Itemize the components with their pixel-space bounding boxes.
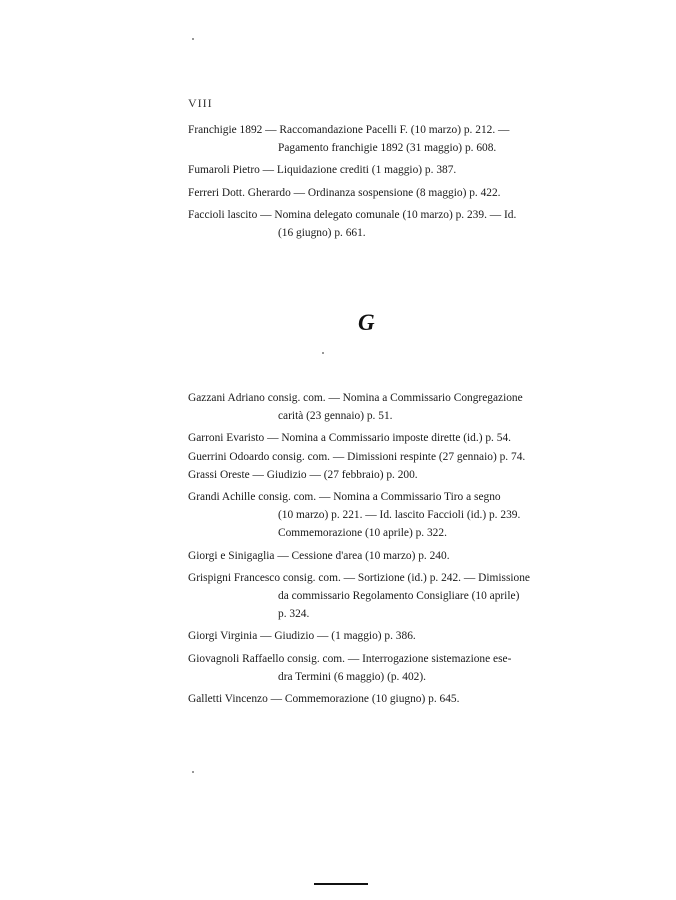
index-entry	[188, 627, 566, 645]
entry-line: (10 marzo) p. 221. — Id. lascito Faccioli (id.) p. 239.	[278, 509, 521, 522]
entry-line: Gazzani Adriano consig. com. — Nomina a Commissario Congregazione	[188, 392, 523, 404]
index-entry	[188, 690, 566, 708]
index-entry	[188, 206, 566, 242]
entry-line: Garroni Evaristo — Nomina a Commissario imposte dirette (id.) p. 54.	[188, 432, 511, 445]
index-entry	[188, 389, 566, 425]
entry-line: Guerrini Odoardo consig. com. — Dimissioni respinte (27 gennaio) p. 74.	[188, 450, 526, 463]
page-number: VIII	[188, 96, 213, 110]
entry-line: Giorgi Virginia — Giudizio — (1 maggio) p. 386.	[188, 630, 416, 643]
paper-speck	[192, 771, 194, 773]
entry-line: Grandi Achille consig. com. — Nomina a Commissario Tiro a segno	[188, 491, 501, 504]
entry-line: Ferreri Dott. Gherardo — Ordinanza sospensione (8 maggio) p. 422.	[188, 186, 501, 199]
index-entry	[188, 448, 566, 466]
entry-line: Franchigie 1892 — Raccomandazione Pacelli F. (10 marzo) p. 212. —	[188, 124, 510, 136]
index-section-f	[188, 121, 566, 242]
entry-line: Faccioli lascito — Nomina delegato comunale (10 marzo) p. 239. — Id.	[188, 208, 517, 221]
paper-speck	[192, 38, 194, 40]
entry-line: da commissario Regolamento Consigliare (10 aprile)	[278, 590, 520, 603]
entry-line: dra Termini (6 maggio) (p. 402).	[278, 670, 426, 683]
index-entry	[188, 466, 566, 484]
entry-line: Commemorazione (10 aprile) p. 322.	[278, 527, 447, 540]
entry-line: Grassi Oreste — Giudizio — (27 febbraio) p. 200.	[188, 468, 418, 481]
index-section-g	[188, 389, 566, 708]
index-entry	[188, 488, 566, 543]
bottom-rule	[314, 883, 368, 885]
entry-line: (16 giugno) p. 661.	[278, 227, 366, 240]
entry-line: Giorgi e Sinigaglia — Cessione d'area (10 marzo) p. 240.	[188, 549, 450, 562]
index-entry	[188, 650, 566, 686]
entry-line: Fumaroli Pietro — Liquidazione crediti (1 maggio) p. 387.	[188, 164, 457, 177]
entry-line: Giovagnoli Raffaello consig. com. — Interrogazione sistemazione ese-	[188, 652, 512, 665]
entry-line: Pagamento franchigie 1892 (31 maggio) p. 608.	[278, 142, 497, 155]
entry-line: p. 324.	[278, 608, 310, 621]
index-entry	[188, 429, 566, 447]
index-entry	[188, 547, 566, 565]
index-entry	[188, 569, 566, 624]
paper-speck	[322, 352, 324, 354]
entry-line: Grispigni Francesco consig. com. — Sortizione (id.) p. 242. — Dimissione	[188, 571, 530, 584]
entry-line: carità (23 gennaio) p. 51.	[278, 410, 393, 423]
index-entry	[188, 184, 566, 202]
entry-line: Galletti Vincenzo — Commemorazione (10 giugno) p. 645.	[188, 693, 460, 706]
index-entry	[188, 121, 566, 157]
index-entry	[188, 161, 566, 179]
section-heading-letter: G	[358, 310, 375, 335]
